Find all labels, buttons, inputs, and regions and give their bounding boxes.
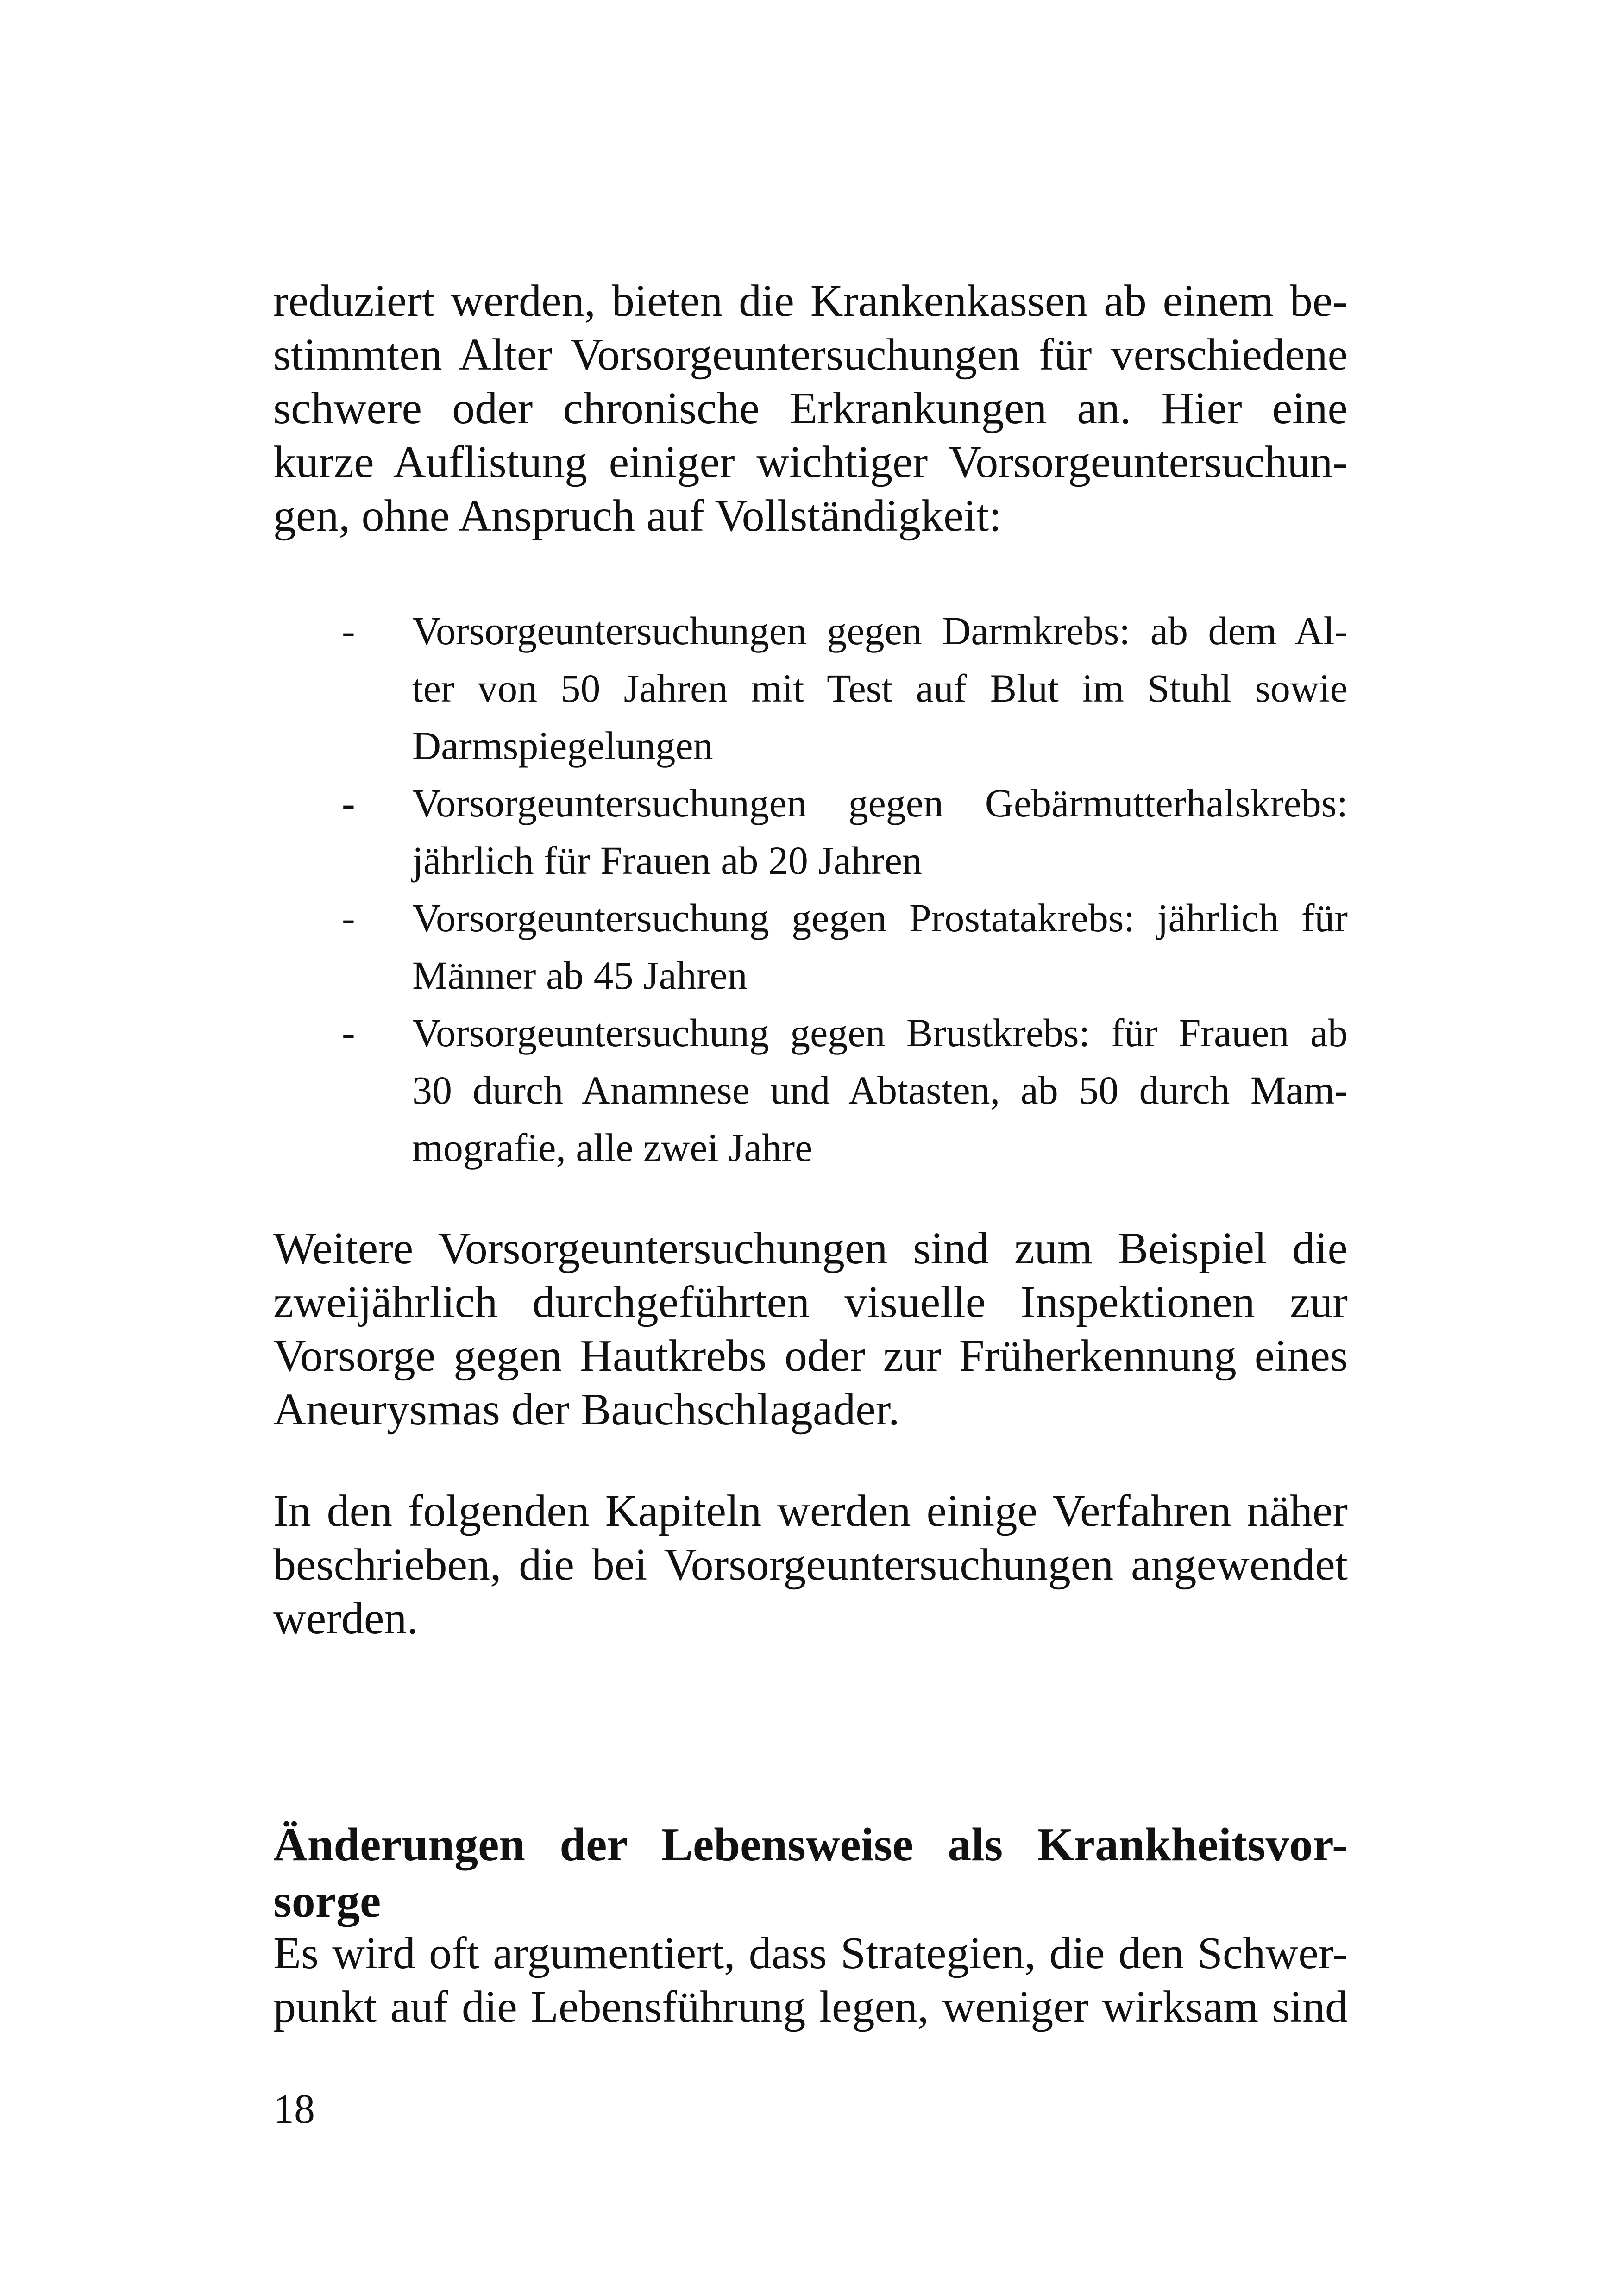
text-line: beschrieben, die bei Vorsorgeuntersuchungen angewendet bbox=[273, 1540, 1348, 1590]
bullet-dash: - bbox=[342, 609, 355, 653]
text-line: schwere oder chronische Erkrankungen an. Hier eine bbox=[273, 383, 1348, 433]
text-line: stimmten Alter Vorsorgeuntersuchungen für verschiedene bbox=[273, 330, 1348, 380]
text-line: reduziert werden, bieten die Krankenkassen ab einem be- bbox=[273, 276, 1348, 326]
text-line: In den folgenden Kapiteln werden einige Verfahren näher bbox=[273, 1486, 1348, 1536]
list-item-line: Männer ab 45 Jahren bbox=[412, 953, 748, 997]
bullet-dash: - bbox=[342, 1010, 355, 1055]
list-item bbox=[273, 774, 1348, 889]
heading-line: sorge bbox=[273, 1875, 381, 1927]
text-line: kurze Auflistung einiger wichtiger Vorsorgeuntersuchun- bbox=[273, 437, 1348, 487]
text-line: Es wird oft argumentiert, dass Strategien, die den Schwer- bbox=[273, 1928, 1348, 1978]
list-item-line: mografie, alle zwei Jahre bbox=[412, 1125, 813, 1170]
list-item bbox=[273, 889, 1348, 1004]
text-line: Aneurysmas der Bauchschlagader. bbox=[273, 1385, 900, 1435]
bullet-dash: - bbox=[342, 781, 355, 825]
list-item-line: Darmspiegelungen bbox=[412, 723, 713, 768]
list-item-line: jährlich für Frauen ab 20 Jahren bbox=[412, 838, 922, 883]
paragraph-intro bbox=[273, 274, 1348, 543]
screening-list bbox=[273, 602, 1348, 1176]
list-item-line: Vorsorgeuntersuchungen gegen Gebärmutterhalskrebs: bbox=[412, 781, 1348, 825]
text-line: werden. bbox=[273, 1593, 418, 1644]
paragraph-further-screenings bbox=[273, 1222, 1348, 1437]
list-item bbox=[273, 1004, 1348, 1176]
list-item-line: Vorsorgeuntersuchung gegen Prostatakrebs: jährlich für bbox=[412, 896, 1348, 940]
list-item-line: Vorsorgeuntersuchung gegen Brustkrebs: für Frauen ab bbox=[412, 1010, 1348, 1055]
text-line: Vorsorge gegen Hautkrebs oder zur Früherkennung eines bbox=[273, 1331, 1348, 1381]
list-item-line: Vorsorgeuntersuchungen gegen Darmkrebs: ab dem Al- bbox=[412, 609, 1348, 653]
text-line: Weitere Vorsorgeuntersuchungen sind zum Beispiel die bbox=[273, 1223, 1348, 1273]
bullet-dash: - bbox=[342, 896, 355, 940]
text-line: punkt auf die Lebensführung legen, weniger wirksam sind bbox=[273, 1982, 1348, 2032]
list-item-line: 30 durch Anamnese und Abtasten, ab 50 durch Mam- bbox=[412, 1068, 1348, 1112]
text-line: gen, ohne Anspruch auf Vollständigkeit: bbox=[273, 491, 1002, 541]
page-number: 18 bbox=[273, 2086, 315, 2132]
paragraph-following-chapters bbox=[273, 1484, 1348, 1645]
text-line: zweijährlich durchgeführten visuelle Inspektionen zur bbox=[273, 1277, 1348, 1327]
section-heading bbox=[273, 1817, 1348, 1930]
heading-line: Änderungen der Lebensweise als Krankheitsvor- bbox=[273, 1819, 1348, 1871]
list-item-line: ter von 50 Jahren mit Test auf Blut im Stuhl sowie bbox=[412, 666, 1348, 710]
list-item bbox=[273, 602, 1348, 774]
paragraph-lifestyle bbox=[273, 1926, 1348, 2034]
